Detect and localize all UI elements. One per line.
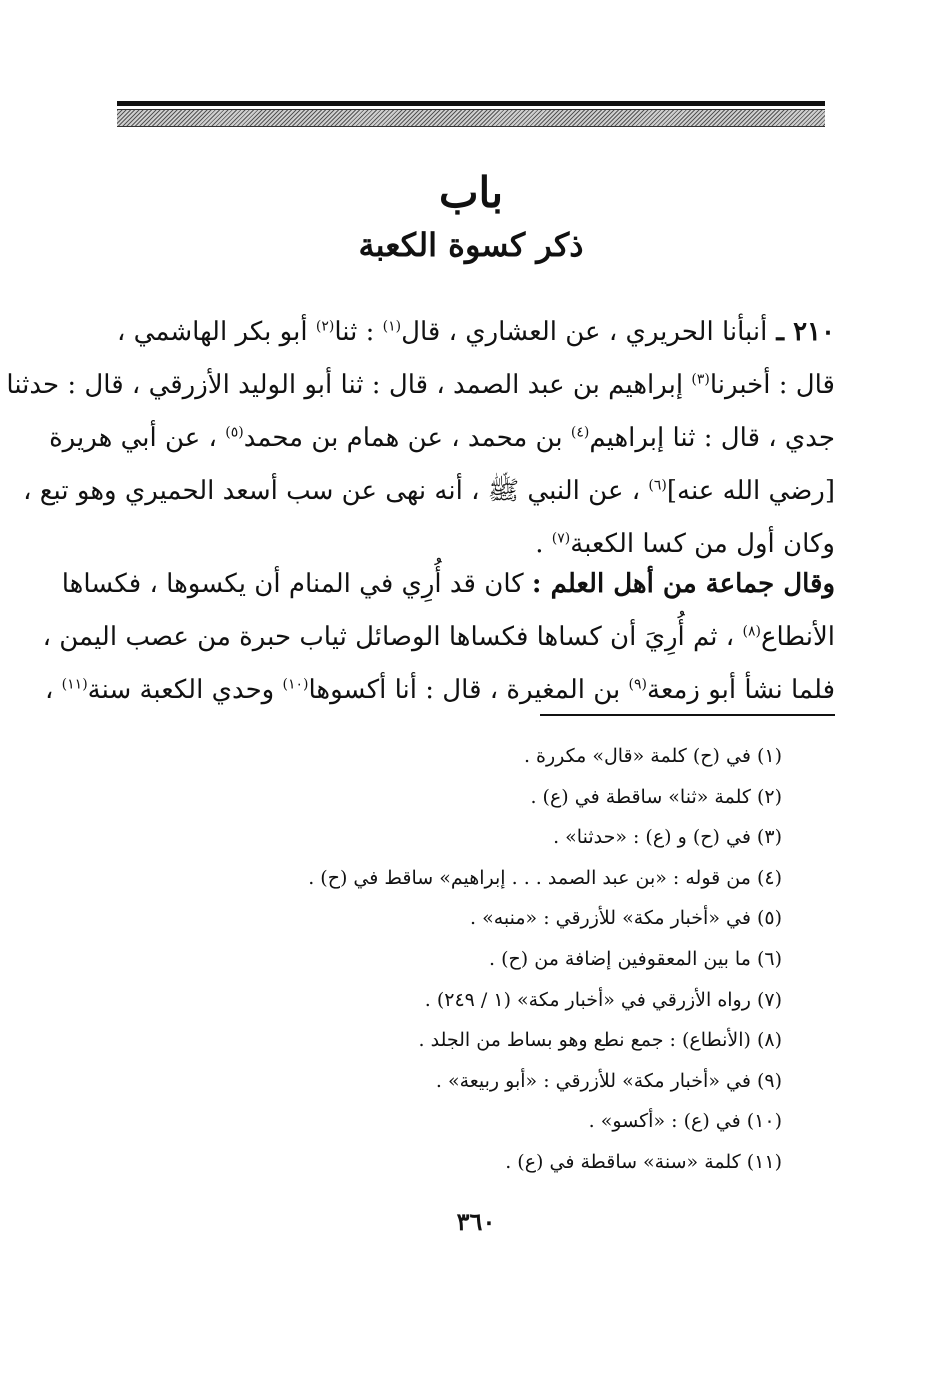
footnotes bbox=[200, 736, 782, 1183]
chapter-subheading: ذكر كسوة الكعبة bbox=[358, 226, 584, 264]
footnote-9: (٩) في «أخبار مكة» للأزرقي : «أبو ربيعة» . bbox=[435, 1069, 782, 1092]
text-run: وحدي الكعبة سنة bbox=[87, 675, 283, 705]
footnote-separator bbox=[540, 714, 835, 716]
page-number: ٣٦٠ bbox=[456, 1207, 496, 1236]
footnote-ref-1: (١) bbox=[382, 318, 402, 335]
text-run: ، bbox=[45, 675, 62, 705]
footnote-3: (٣) في (ح) و (ع) : «حدثنا» . bbox=[553, 826, 782, 849]
footnote-ref-5: (٥) bbox=[225, 424, 244, 441]
footnote-2: (٢) كلمة «ثنا» ساقطة في (ع) . bbox=[530, 785, 782, 808]
header-hatched-band bbox=[117, 109, 825, 127]
paragraph1-line-4 bbox=[23, 465, 835, 518]
footnote-4: (٤) من قوله : «بن عبد الصمد . . . إبراهيم» ساقط في (ح) . bbox=[308, 866, 782, 889]
text-run: ، ثم أُرِيَ أن كساها فكساها الوصائل ثياب حبرة من عصب اليمن ، bbox=[42, 622, 743, 652]
footnote-ref-3: (٣) bbox=[691, 371, 710, 388]
footnote-ref-4: (٤) bbox=[570, 424, 590, 441]
footnote-1: (١) في (ح) كلمة «قال» مكررة . bbox=[523, 745, 782, 767]
text-run: جدي ، قال : ثنا إبراهيم bbox=[589, 423, 835, 453]
footnote-6: (٦) ما بين المعقوفين إضافة من (ح) . bbox=[489, 947, 782, 970]
footnote-7: (٧) رواه الأزرقي في «أخبار مكة» (١ / ٢٤٩) . bbox=[424, 988, 782, 1011]
footnote-ref-11: (١١) bbox=[61, 676, 88, 693]
paragraph1-line-1 bbox=[117, 306, 835, 359]
paragraph-lead-bold: وقال جماعة من أهل العلم : bbox=[531, 569, 835, 599]
hadith-number: ٢١٠ bbox=[793, 317, 835, 347]
text-run: [رضي الله عنه] bbox=[666, 476, 835, 506]
paragraph-hadith-210 bbox=[6, 306, 835, 571]
footnote-8: (٨) (الأنطاع) : جمع نطع وهو بساط من الجلد . bbox=[418, 1029, 782, 1052]
footnote-ref-10: (١٠) bbox=[282, 676, 309, 693]
hadith-dash: ـ bbox=[767, 317, 794, 347]
text-run: أنبأنا الحريري ، عن العشاري ، قال bbox=[401, 317, 768, 347]
footnote-5: (٥) في «أخبار مكة» للأزرقي : «منبه» . bbox=[470, 907, 782, 930]
text-run: : ثنا bbox=[334, 317, 383, 347]
header-ornament-rule bbox=[117, 101, 825, 127]
paragraph2-line-1 bbox=[61, 558, 835, 611]
footnote-ref-8: (٨) bbox=[742, 623, 761, 640]
paragraph-scholars-said bbox=[42, 558, 835, 717]
text-run: الأنطاع bbox=[760, 622, 835, 652]
text-run: وكان أول من كسا الكعبة bbox=[570, 529, 835, 559]
text-run: فلما نشأ أبو زمعة bbox=[647, 675, 835, 705]
paragraph1-line-3 bbox=[49, 412, 835, 465]
text-run: بن المغيرة ، قال : أنا أكسوها bbox=[308, 675, 629, 705]
text-run: ، عن أبي هريرة bbox=[49, 423, 226, 453]
footnote-ref-7: (٧) bbox=[551, 530, 571, 547]
text-run: كان قد أُرِي في المنام أن يكسوها ، فكساها bbox=[61, 569, 532, 599]
text-run: ، عن النبي ﷺ ، أنه نهى عن سب أسعد الحميري وهو تبع ، bbox=[23, 476, 649, 506]
chapter-heading: باب bbox=[438, 168, 504, 217]
text-run: قال : أخبرنا bbox=[709, 370, 835, 400]
text-run: إبراهيم بن عبد الصمد ، قال : ثنا أبو الوليد الأزرقي ، قال : حدثنا bbox=[6, 370, 692, 400]
header-thin-rule bbox=[117, 101, 825, 106]
footnote-ref-6: (٦) bbox=[648, 477, 667, 494]
footnote-10: (١٠) في (ع) : «أكسو» . bbox=[588, 1110, 782, 1133]
text-run: أبو بكر الهاشمي ، bbox=[117, 317, 316, 347]
paragraph2-line-3 bbox=[45, 664, 835, 717]
footnote-ref-9: (٩) bbox=[628, 676, 647, 693]
text-run: . bbox=[535, 529, 552, 559]
paragraph1-line-2 bbox=[6, 359, 835, 412]
footnote-11: (١١) كلمة «سنة» ساقطة في (ع) . bbox=[505, 1150, 782, 1173]
paragraph2-line-2 bbox=[42, 611, 835, 664]
footnote-ref-2: (٢) bbox=[315, 318, 335, 335]
text-run: بن محمد ، عن همام بن محمد bbox=[243, 423, 571, 453]
